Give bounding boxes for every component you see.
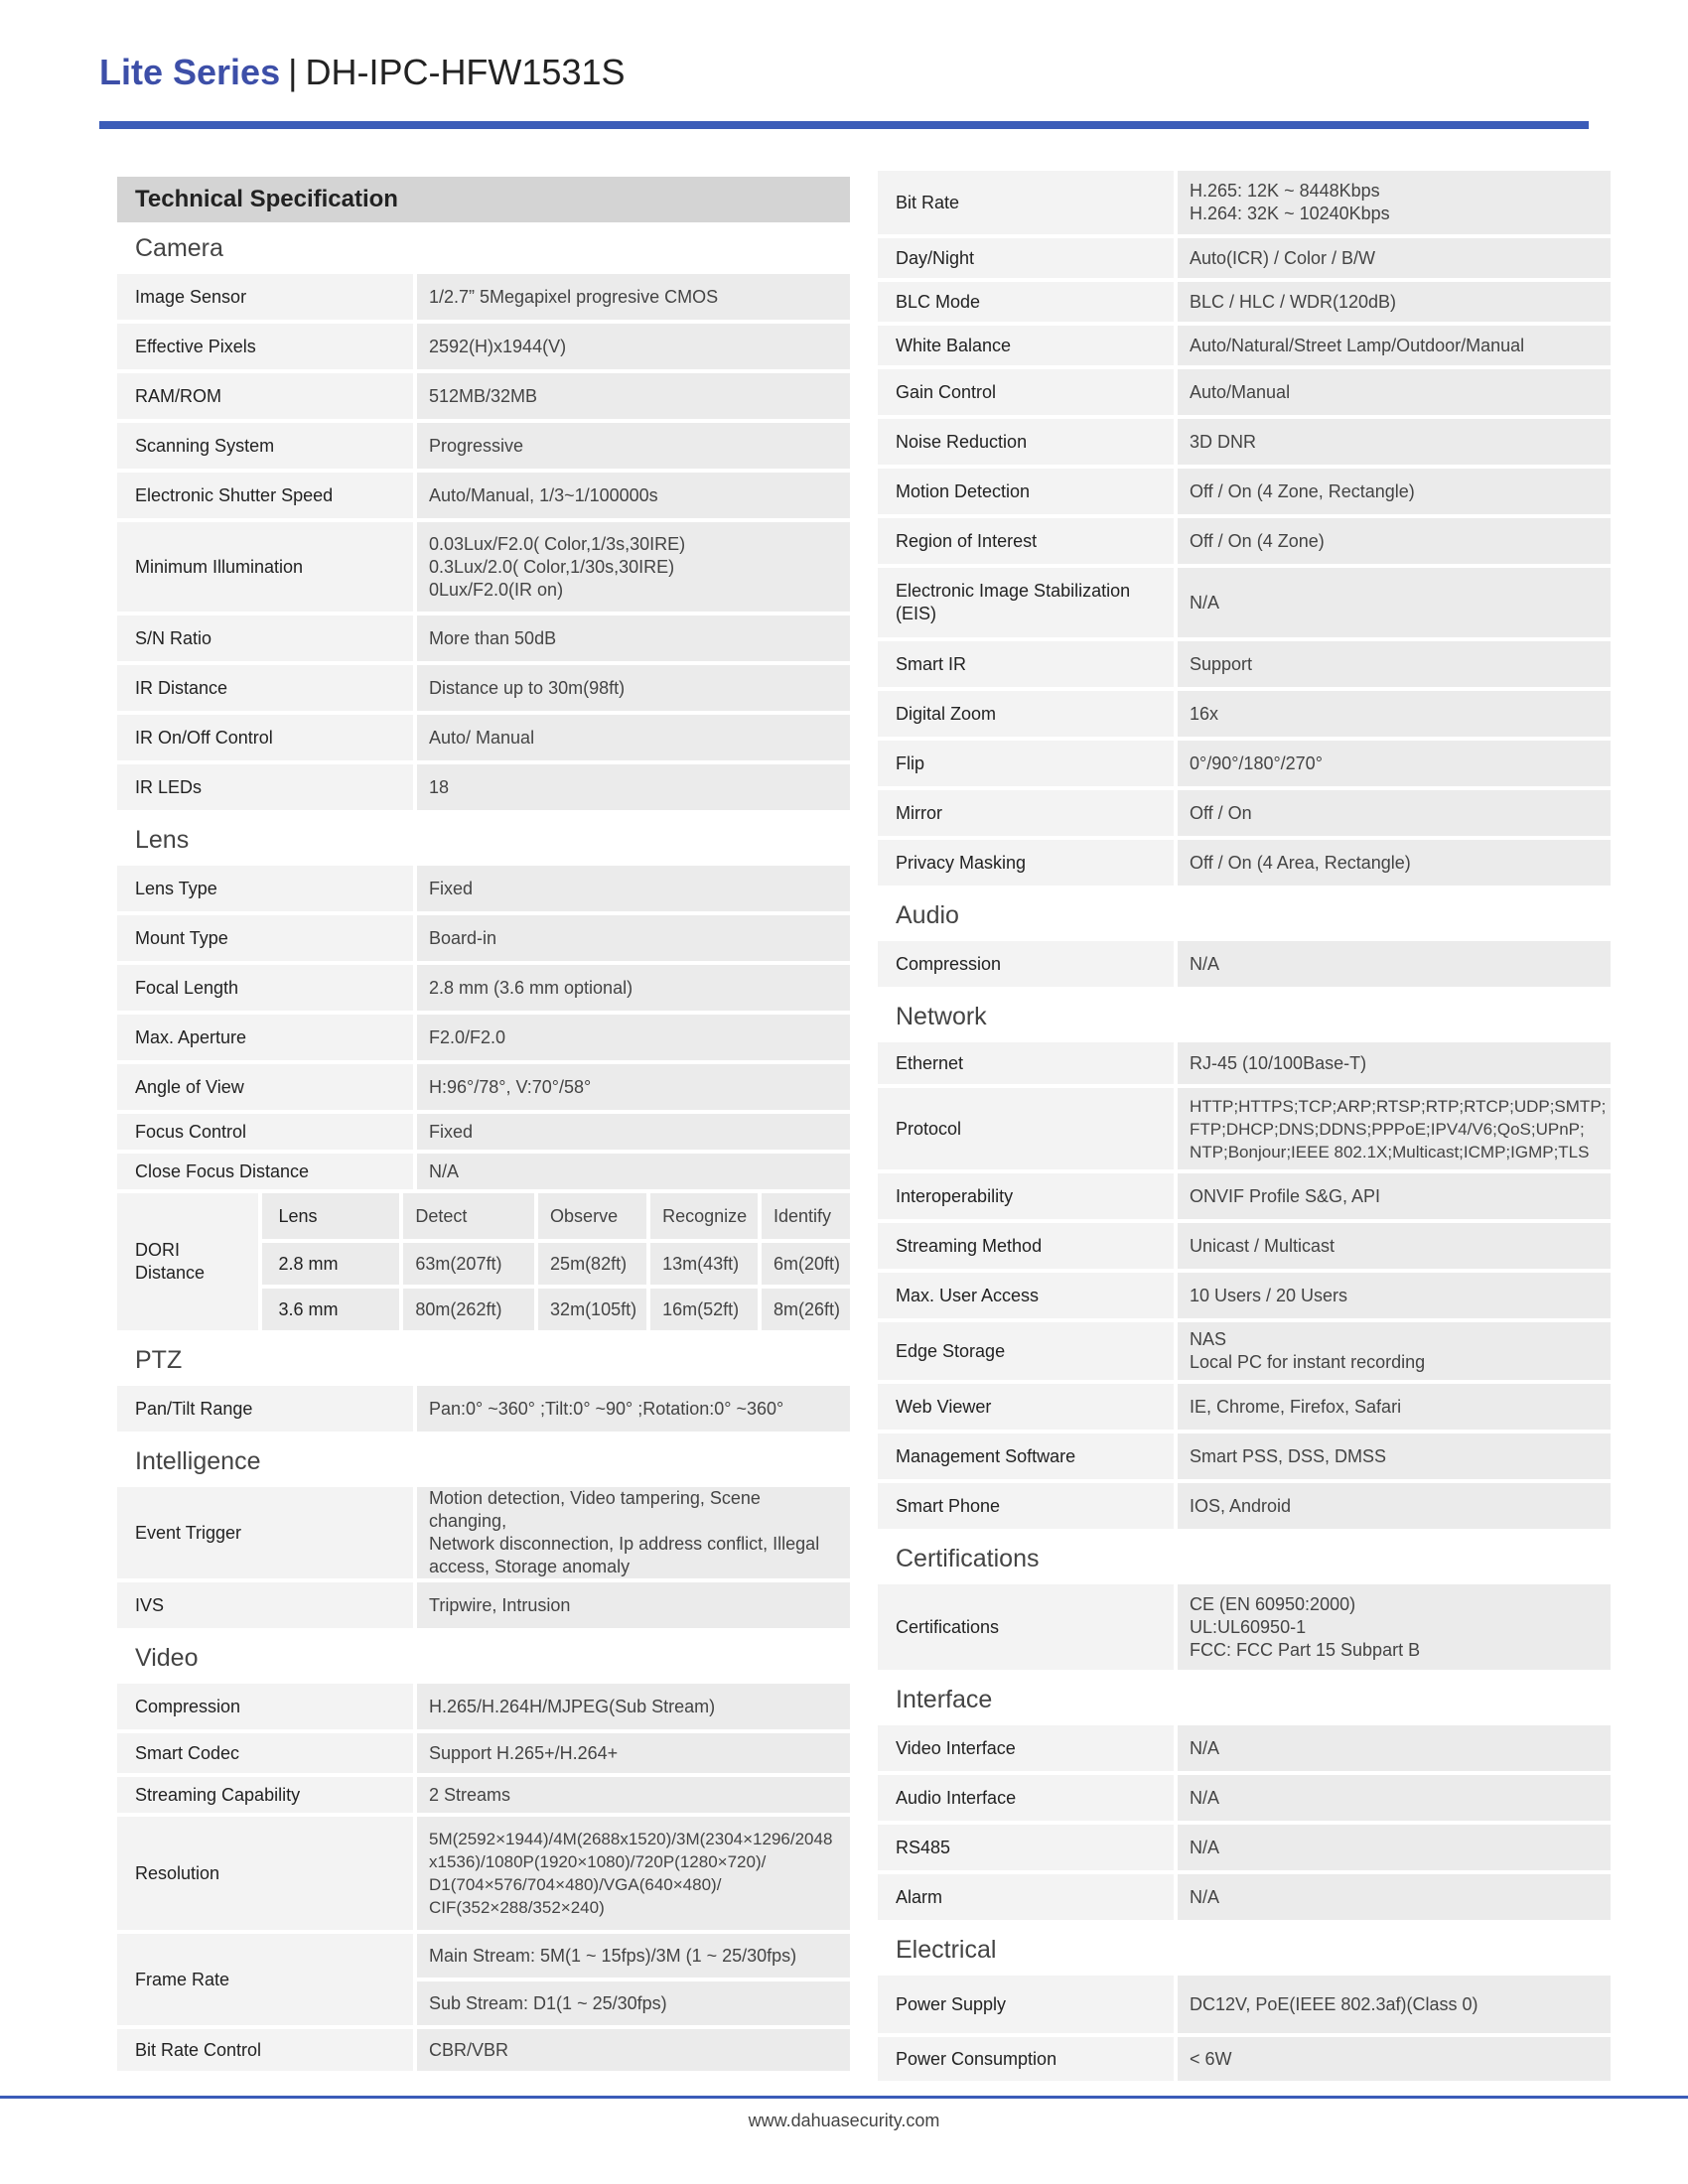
spec-row [878, 1042, 1611, 1088]
electrical-table [878, 1976, 1611, 2085]
spec-value: IOS, Android [1178, 1483, 1611, 1533]
spec-value: 16x [1178, 691, 1611, 741]
spec-row [878, 1273, 1611, 1322]
spec-value: N/A [1178, 941, 1611, 991]
spec-key: Event Trigger [117, 1487, 417, 1582]
dori-cell: 8m(26ft) [762, 1289, 850, 1334]
spec-key: IVS [117, 1582, 417, 1632]
spec-value: IE, Chrome, Firefox, Safari [1178, 1384, 1611, 1433]
spec-key: Max. Aperture [117, 1015, 417, 1064]
spec-key: RAM/ROM [117, 373, 417, 423]
ptz-table [117, 1386, 850, 1435]
spec-value: N/A [1178, 1825, 1611, 1874]
value-line: CIF(352×288/352×240) [429, 1898, 605, 1917]
spec-value: Off / On (4 Zone, Rectangle) [1178, 469, 1611, 518]
value-line: FCC: FCC Part 15 Subpart B [1190, 1639, 1421, 1660]
spec-key: Streaming Method [878, 1223, 1178, 1273]
spec-row [878, 568, 1611, 641]
section-intelligence: Intelligence [135, 1447, 261, 1475]
spec-key: Scanning System [117, 423, 417, 473]
spec-row [117, 1015, 850, 1064]
spec-row [117, 866, 850, 915]
series-name: Lite Series [99, 52, 281, 92]
section-network: Network [896, 1003, 987, 1030]
spec-value [417, 1487, 850, 1582]
spec-key: Smart Phone [878, 1483, 1178, 1533]
spec-key: Audio Interface [878, 1775, 1178, 1825]
spec-row [117, 1154, 850, 1193]
spec-value: H.265/H.264H/MJPEG(Sub Stream) [417, 1684, 850, 1733]
spec-value [1178, 1088, 1611, 1173]
spec-key: Smart IR [878, 641, 1178, 691]
spec-value: CBR/VBR [417, 2029, 850, 2075]
section-video: Video [135, 1644, 199, 1672]
spec-value: H:96°/78°, V:70°/58° [417, 1064, 850, 1114]
spec-value: F2.0/F2.0 [417, 1015, 850, 1064]
spec-value: 512MB/32MB [417, 373, 850, 423]
spec-row [878, 238, 1611, 282]
network-table [878, 1042, 1611, 1533]
spec-value: Support H.265+/H.264+ [417, 1733, 850, 1777]
spec-row [878, 741, 1611, 790]
dori-cell: 13m(43ft) [650, 1243, 762, 1289]
spec-value: 10 Users / 20 Users [1178, 1273, 1611, 1322]
spec-row [117, 1684, 850, 1733]
spec-value [417, 1817, 850, 1934]
spec-row [878, 369, 1611, 419]
spec-value: More than 50dB [417, 615, 850, 665]
spec-row [878, 1088, 1611, 1173]
spec-row [117, 1064, 850, 1114]
spec-value: N/A [1178, 568, 1611, 641]
spec-key: Focal Length [117, 965, 417, 1015]
spec-row [878, 1483, 1611, 1533]
spec-value [1178, 171, 1611, 238]
spec-value: 3D DNR [1178, 419, 1611, 469]
spec-row [117, 324, 850, 373]
key-line: Electronic Image Stabilization [896, 581, 1131, 601]
spec-key: Focus Control [117, 1114, 417, 1154]
spec-key: IR LEDs [117, 764, 417, 814]
spec-key: Compression [878, 941, 1178, 991]
header-separator: | [288, 52, 298, 92]
intelligence-table [117, 1487, 850, 1632]
spec-value: N/A [417, 1154, 850, 1193]
spec-key: Motion Detection [878, 469, 1178, 518]
spec-value: Auto/Manual [1178, 369, 1611, 419]
spec-key: Effective Pixels [117, 324, 417, 373]
spec-key: Region of Interest [878, 518, 1178, 568]
spec-value: Off / On (4 Area, Rectangle) [1178, 840, 1611, 889]
spec-key: Interoperability [878, 1173, 1178, 1223]
dori-cell: 25m(82ft) [538, 1243, 650, 1289]
spec-row [878, 1874, 1611, 1924]
spec-key: Lens Type [117, 866, 417, 915]
value-line: 0.3Lux/2.0( Color,1/30s,30IRE) [429, 556, 675, 577]
right-column [878, 171, 1611, 2085]
value-line: 0Lux/F2.0(IR on) [429, 579, 564, 600]
spec-value: Main Stream: 5M(1 ~ 15fps)/3M (1 ~ 25/30fps) [417, 1934, 850, 1981]
spec-row [878, 1384, 1611, 1433]
spec-row [878, 1584, 1611, 1674]
spec-value [1178, 1584, 1611, 1674]
interface-table [878, 1725, 1611, 1924]
spec-key: Streaming Capability [117, 1777, 417, 1817]
dori-header: Identify [762, 1193, 850, 1243]
spec-key: Frame Rate [117, 1934, 417, 2029]
spec-row [117, 423, 850, 473]
value-line: 5M(2592×1944)/4M(2688x1520)/3M(2304×1296/2048 [429, 1830, 833, 1848]
spec-row [117, 522, 850, 615]
spec-value [417, 522, 850, 615]
spec-value: Auto(ICR) / Color / B/W [1178, 238, 1611, 282]
spec-value: < 6W [1178, 2037, 1611, 2085]
spec-row [878, 326, 1611, 369]
section-certifications: Certifications [896, 1545, 1040, 1572]
spec-key: IR Distance [117, 665, 417, 715]
dori-cell: 3.6 mm [262, 1289, 403, 1334]
spec-row [117, 665, 850, 715]
dori-header-row [117, 1193, 850, 1243]
spec-row [878, 2037, 1611, 2085]
dori-cell: 32m(105ft) [538, 1289, 650, 1334]
section-ptz: PTZ [135, 1346, 183, 1374]
spec-key: Flip [878, 741, 1178, 790]
spec-row [878, 641, 1611, 691]
spec-value: Unicast / Multicast [1178, 1223, 1611, 1273]
key-line: (EIS) [896, 604, 937, 623]
certifications-table [878, 1584, 1611, 1674]
spec-value: Off / On (4 Zone) [1178, 518, 1611, 568]
value-line: H.264: 32K ~ 10240Kbps [1190, 204, 1390, 223]
spec-key: Alarm [878, 1874, 1178, 1924]
spec-key [878, 568, 1178, 641]
spec-key: Minimum Illumination [117, 522, 417, 615]
spec-key: S/N Ratio [117, 615, 417, 665]
spec-row [117, 1114, 850, 1154]
spec-row [878, 1173, 1611, 1223]
spec-row [878, 171, 1611, 238]
value-line: Local PC for instant recording [1190, 1352, 1426, 1372]
spec-row [117, 965, 850, 1015]
spec-value: Auto/ Manual [417, 715, 850, 764]
dori-cell: 2.8 mm [262, 1243, 403, 1289]
spec-key: Resolution [117, 1817, 417, 1934]
spec-value: Sub Stream: D1(1 ~ 25/30fps) [417, 1981, 850, 2029]
spec-value: Tripwire, Intrusion [417, 1582, 850, 1632]
value-line: H.265: 12K ~ 8448Kbps [1190, 181, 1380, 201]
section-audio: Audio [896, 901, 959, 929]
spec-row [878, 518, 1611, 568]
spec-row [117, 274, 850, 324]
spec-row [878, 691, 1611, 741]
dori-cell: 6m(20ft) [762, 1243, 850, 1289]
spec-value: Pan:0° ~360° ;Tilt:0° ~90° ;Rotation:0° ~360° [417, 1386, 850, 1435]
spec-value: Progressive [417, 423, 850, 473]
spec-row [117, 1777, 850, 1817]
audio-table [878, 941, 1611, 991]
dori-cell: 80m(262ft) [403, 1289, 538, 1334]
camera-table [117, 274, 850, 814]
value-line: UL:UL60950-1 [1190, 1616, 1307, 1637]
spec-row [878, 282, 1611, 326]
spec-key: Privacy Masking [878, 840, 1178, 889]
spec-row [878, 1433, 1611, 1483]
spec-row [117, 1817, 850, 1934]
spec-key: Video Interface [878, 1725, 1178, 1775]
spec-key: Certifications [878, 1584, 1178, 1674]
value-line: Network disconnection, Ip address conflict, Illegal [429, 1534, 820, 1554]
spec-title: Technical Specification [117, 177, 850, 222]
spec-value: 2592(H)x1944(V) [417, 324, 850, 373]
spec-value [1178, 1322, 1611, 1384]
spec-row [878, 1223, 1611, 1273]
spec-row [878, 941, 1611, 991]
spec-row [117, 2029, 850, 2075]
value-line: FTP;DHCP;DNS;DDNS;PPPoE;IPV4/V6;QoS;UPnP; [1190, 1119, 1585, 1139]
spec-row [117, 715, 850, 764]
spec-value: ONVIF Profile S&G, API [1178, 1173, 1611, 1223]
spec-key: Mount Type [117, 915, 417, 965]
spec-value: Off / On [1178, 790, 1611, 840]
value-line: NTP;Bonjour;IEEE 802.1X;Multicast;ICMP;IGMP;TLS [1190, 1142, 1590, 1161]
spec-key: Digital Zoom [878, 691, 1178, 741]
dori-header: Lens [262, 1193, 403, 1243]
spec-key: Bit Rate Control [117, 2029, 417, 2075]
value-line: D1(704×576/704×480)/VGA(640×480)/ [429, 1875, 722, 1894]
value-line: x1536)/1080P(1920×1080)/720P(1280×720)/ [429, 1852, 767, 1871]
left-column [117, 171, 850, 2075]
header-rule [99, 121, 1589, 129]
page-header [99, 52, 626, 93]
footer-rule [0, 2096, 1688, 2099]
spec-value: 0°/90°/180°/270° [1178, 741, 1611, 790]
dori-cell: 63m(207ft) [403, 1243, 538, 1289]
spec-key: Protocol [878, 1088, 1178, 1173]
dori-header: Observe [538, 1193, 650, 1243]
value-line: access, Storage anomaly [429, 1557, 631, 1576]
spec-value: Distance up to 30m(98ft) [417, 665, 850, 715]
spec-key: Electronic Shutter Speed [117, 473, 417, 522]
value-line: Motion detection, Video tampering, Scene changing, [429, 1488, 761, 1531]
spec-value: Board-in [417, 915, 850, 965]
spec-value: Auto/Manual, 1/3~1/100000s [417, 473, 850, 522]
spec-row [117, 1934, 850, 1981]
spec-key: Compression [117, 1684, 417, 1733]
spec-key: Bit Rate [878, 171, 1178, 238]
dori-header: Detect [403, 1193, 538, 1243]
dori-table [117, 1193, 850, 1334]
spec-value: 2 Streams [417, 1777, 850, 1817]
spec-key: Pan/Tilt Range [117, 1386, 417, 1435]
spec-key: Angle of View [117, 1064, 417, 1114]
spec-key: Max. User Access [878, 1273, 1178, 1322]
value-line: CE (EN 60950:2000) [1190, 1593, 1356, 1614]
dori-cell: 16m(52ft) [650, 1289, 762, 1334]
model-name: DH-IPC-HFW1531S [305, 52, 626, 92]
spec-row [878, 1725, 1611, 1775]
spec-value: Smart PSS, DSS, DMSS [1178, 1433, 1611, 1483]
spec-value: RJ-45 (10/100Base-T) [1178, 1042, 1611, 1088]
spec-row [117, 1386, 850, 1435]
spec-value: 1/2.7” 5Megapixel progresive CMOS [417, 274, 850, 324]
spec-row [878, 1775, 1611, 1825]
spec-key: Smart Codec [117, 1733, 417, 1777]
value-line: NAS [1190, 1329, 1227, 1349]
spec-key: White Balance [878, 326, 1178, 369]
section-lens: Lens [135, 826, 190, 854]
spec-row [878, 1825, 1611, 1874]
spec-value: 2.8 mm (3.6 mm optional) [417, 965, 850, 1015]
spec-value: Fixed [417, 866, 850, 915]
spec-value: DC12V, PoE(IEEE 802.3af)(Class 0) [1178, 1976, 1611, 2037]
spec-row [878, 840, 1611, 889]
video-table [117, 1684, 850, 2075]
spec-value: 18 [417, 764, 850, 814]
spec-row [117, 1487, 850, 1582]
spec-value: N/A [1178, 1725, 1611, 1775]
spec-key: Close Focus Distance [117, 1154, 417, 1193]
spec-row [117, 1582, 850, 1632]
spec-row [117, 373, 850, 423]
spec-row [878, 790, 1611, 840]
spec-key: IR On/Off Control [117, 715, 417, 764]
section-camera: Camera [135, 234, 223, 262]
spec-key: Web Viewer [878, 1384, 1178, 1433]
spec-key: Mirror [878, 790, 1178, 840]
spec-value: N/A [1178, 1775, 1611, 1825]
spec-row [878, 1976, 1611, 2037]
spec-key: Management Software [878, 1433, 1178, 1483]
spec-value: BLC / HLC / WDR(120dB) [1178, 282, 1611, 326]
spec-value: Support [1178, 641, 1611, 691]
spec-key: Power Consumption [878, 2037, 1178, 2085]
section-electrical: Electrical [896, 1936, 997, 1964]
section-interface: Interface [896, 1686, 993, 1713]
spec-key: Ethernet [878, 1042, 1178, 1088]
lens-table [117, 866, 850, 1193]
spec-row [878, 419, 1611, 469]
spec-row [117, 1733, 850, 1777]
dori-header: Recognize [650, 1193, 762, 1243]
spec-key: BLC Mode [878, 282, 1178, 326]
spec-value: Auto/Natural/Street Lamp/Outdoor/Manual [1178, 326, 1611, 369]
value-line: 0.03Lux/F2.0( Color,1/3s,30IRE) [429, 533, 686, 554]
spec-value: N/A [1178, 1874, 1611, 1924]
spec-key: Gain Control [878, 369, 1178, 419]
spec-row [878, 469, 1611, 518]
spec-row [117, 764, 850, 814]
footer-url[interactable]: www.dahuasecurity.com [748, 2111, 940, 2130]
spec-key: Edge Storage [878, 1322, 1178, 1384]
value-line: HTTP;HTTPS;TCP;ARP;RTSP;RTP;RTCP;UDP;SMTP; [1190, 1096, 1607, 1116]
dori-label: DORI Distance [117, 1193, 262, 1334]
spec-key: Day/Night [878, 238, 1178, 282]
spec-row [117, 615, 850, 665]
spec-key: Power Supply [878, 1976, 1178, 2037]
spec-key: Noise Reduction [878, 419, 1178, 469]
video-cont-table [878, 171, 1611, 889]
spec-key: RS485 [878, 1825, 1178, 1874]
spec-row [117, 473, 850, 522]
spec-value: Fixed [417, 1114, 850, 1154]
spec-row [117, 915, 850, 965]
spec-key: Image Sensor [117, 274, 417, 324]
spec-row [878, 1322, 1611, 1384]
